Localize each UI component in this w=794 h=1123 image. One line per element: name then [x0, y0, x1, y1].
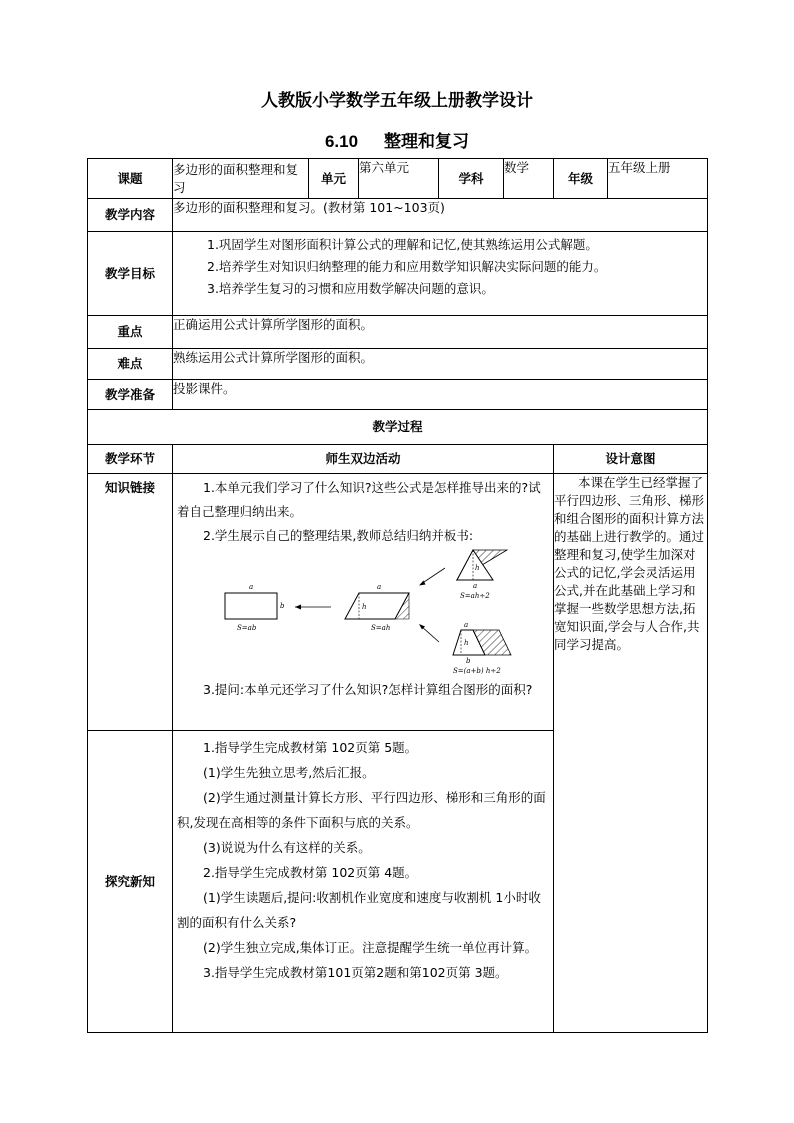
course-label: 课题: [88, 159, 173, 199]
section1-label: 知识链接: [88, 474, 173, 731]
section2-line: 2.指导学生完成教材第 102页第 4题。: [203, 865, 418, 880]
grade-label: 年级: [554, 159, 608, 199]
section2-content: [173, 731, 554, 1033]
goals-list: [173, 232, 708, 316]
lesson-heading: [0, 127, 794, 152]
arrow-line: [421, 626, 439, 642]
key-value: 正确运用公式计算所学图形的面积。: [173, 316, 708, 349]
process-title: 教学过程: [88, 410, 708, 445]
tri-h-label: h: [475, 564, 480, 572]
process-title-row: [88, 410, 708, 445]
section1-paragraph: 3.提问:本单元还学习了什么知识?怎样计算组合图形的面积?: [203, 682, 533, 697]
unit-value: 第六单元: [359, 159, 439, 199]
para-formula: S=ah: [371, 624, 391, 632]
col-activity-header: 师生双边活动: [173, 445, 554, 474]
trap-formula: S=(a+b) h÷2: [453, 667, 501, 675]
section2-line: (1)学生读题后,提问:收割机作业宽度和速度与收割机 1小时收割的面积有什么关系?: [177, 890, 541, 930]
para-a-label: a: [377, 583, 382, 591]
prep-value: 投影课件。: [173, 380, 708, 410]
design-intent: 本课在学生已经掌握了平行四边形、三角形、梯形和组合图形的面积计算方法的基础上进行教学的。通过整理和复习,使学生加深对公式的记忆,学会灵活运用公式,并在此基础上学习和掌握一些数学思想方法,拓宽知识面,学会与人合作,共同学习提高。: [554, 474, 708, 1033]
prep-row: [88, 380, 708, 410]
parallelogram-hatch: [395, 593, 409, 619]
rect-b-label: b: [280, 602, 285, 610]
info-row: [88, 159, 708, 199]
key-row: [88, 316, 708, 349]
difficulty-row: [88, 349, 708, 380]
content-row: [88, 199, 708, 232]
goal-item: 1.巩固学生对图形面积计算公式的理解和记忆,使其熟练运用公式解题。: [207, 237, 598, 252]
section2-line: (3)说说为什么有这样的关系。: [203, 840, 371, 855]
section2-line: (2)学生独立完成,集体订正。注意提醒学生统一单位再计算。: [203, 940, 538, 955]
subject-value: 数学: [504, 159, 554, 199]
lesson-plan-table: [87, 158, 708, 1033]
arrow-line: [421, 568, 445, 584]
trap-b-label: b: [466, 657, 471, 665]
course-value: 多边形的面积整理和复习: [173, 159, 309, 199]
section1-row: [88, 474, 708, 731]
subject-label: 学科: [439, 159, 504, 199]
section1-paragraph: 1.本单元我们学习了什么知识?这些公式是怎样推导出来的?试着自己整理归纳出来。: [177, 480, 541, 519]
trap-h-label: h: [464, 639, 469, 647]
rectangle-shape: [225, 593, 277, 619]
section1-content: [173, 474, 554, 731]
trap-a-label: a: [464, 621, 469, 629]
rect-a-label: a: [249, 583, 254, 591]
goal-item: 2.培养学生对知识归纳整理的能力和应用数学知识解决实际问题的能力。: [207, 259, 607, 274]
goals-row: [88, 232, 708, 316]
section2-label: 探究新知: [88, 731, 173, 1033]
goals-label: 教学目标: [88, 232, 173, 316]
goal-item: 3.培养学生复习的习惯和应用数学解决问题的意识。: [207, 281, 494, 296]
section2-line: (1)学生先独立思考,然后汇报。: [203, 765, 375, 780]
section2-line: 1.指导学生完成教材第 102页第 5题。: [203, 740, 418, 755]
difficulty-label: 难点: [88, 349, 173, 380]
col-design-header: 设计意图: [554, 445, 708, 474]
tri-a-label: a: [473, 582, 478, 590]
lesson-number: 6.10: [324, 132, 359, 151]
lesson-title: 整理和复习: [384, 132, 470, 152]
tri-formula: S=ah÷2: [460, 592, 490, 600]
content-label: 教学内容: [88, 199, 173, 232]
section2-line: 3.指导学生完成教材第101页第2题和第102页第 3题。: [203, 965, 508, 980]
arrow-head: [295, 605, 301, 610]
section2-line: (2)学生通过测量计算长方形、平行四边形、梯形和三角形的面积,发现在高相等的条件下面积与底的关系。: [177, 790, 546, 830]
col-stage-header: 教学环节: [88, 445, 173, 474]
section1-paragraph: 2.学生展示自己的整理结果,教师总结归纳并板书:: [203, 528, 474, 543]
para-h-label: h: [362, 603, 367, 611]
process-header-row: [88, 445, 708, 474]
document-title: 人教版小学数学五年级上册教学设计: [261, 91, 533, 111]
difficulty-value: 熟练运用公式计算所学图形的面积。: [173, 349, 708, 380]
key-label: 重点: [88, 316, 173, 349]
content-value: 多边形的面积整理和复习。(教材第 101~103页): [173, 199, 708, 232]
area-formula-diagram: [177, 548, 523, 678]
prep-label: 教学准备: [88, 380, 173, 410]
grade-value: 五年级上册: [608, 159, 708, 199]
rect-formula: S=ab: [237, 624, 257, 632]
unit-label: 单元: [309, 159, 359, 199]
